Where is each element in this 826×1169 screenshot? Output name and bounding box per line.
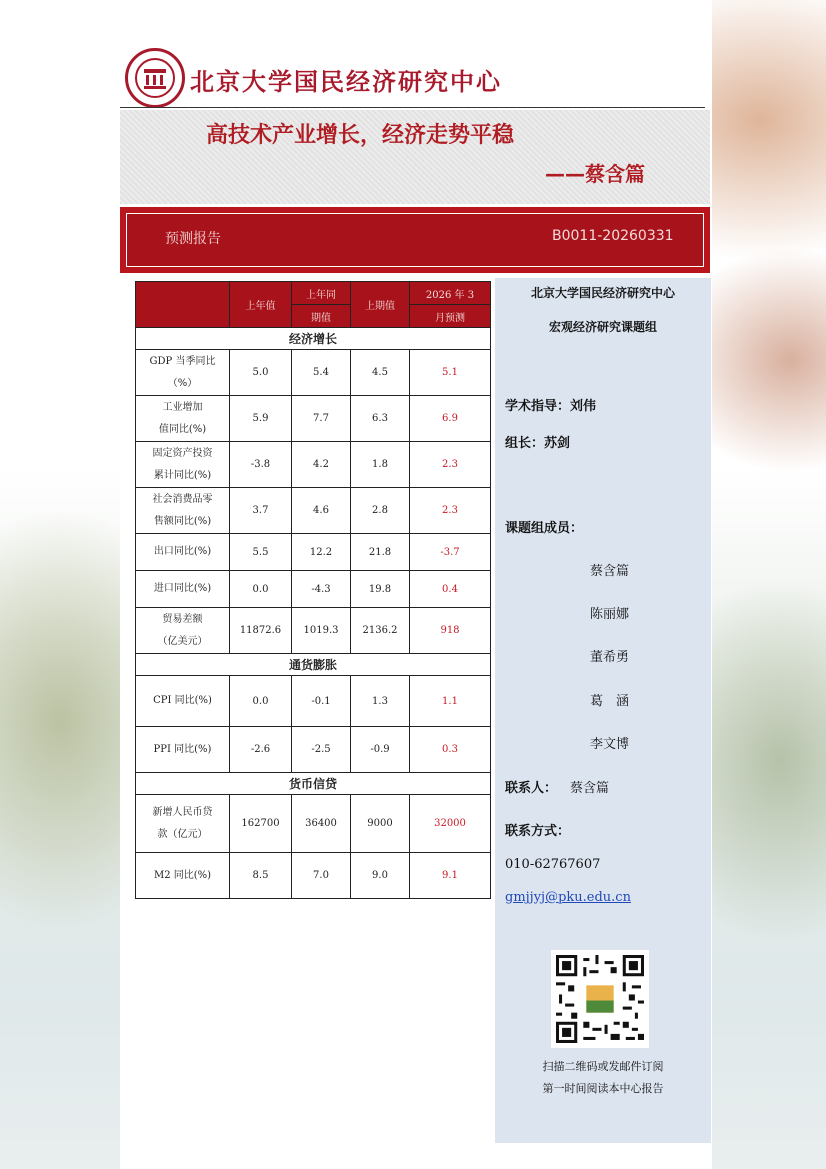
row-label <box>136 676 230 727</box>
contact-email-link[interactable]: gmjjyj@pku.edu.cn <box>505 890 631 905</box>
table-body <box>136 328 491 899</box>
same-period-value: 36400 <box>292 795 351 853</box>
section-header-row <box>136 773 491 795</box>
same-period-value: -4.3 <box>292 571 351 608</box>
row-label-line: 值同比(%) <box>158 423 207 435</box>
table-row <box>136 488 491 534</box>
last-period-value: 6.3 <box>351 396 410 442</box>
row-label-line: （%） <box>167 377 198 389</box>
report-type: 预测报告 <box>165 231 221 247</box>
last-period-value: 9.0 <box>351 853 410 899</box>
forecast-value: 2.3 <box>410 442 491 488</box>
same-period-value: 4.6 <box>292 488 351 534</box>
row-label-line: M2 同比(%) <box>153 869 212 881</box>
member-name: 董希勇 <box>590 650 630 665</box>
col-forecast-a: 2026 年 3 <box>410 282 491 305</box>
table-row <box>136 727 491 773</box>
forecast-value: 9.1 <box>410 853 491 899</box>
prev-year-value: 0.0 <box>230 676 292 727</box>
forecast-table <box>135 281 491 899</box>
contact-person-label: 联系人： <box>505 781 558 796</box>
row-label-line: CPI 同比(%) <box>153 695 212 706</box>
contact-method-label: 联系方式： <box>505 824 571 839</box>
last-period-value: 19.8 <box>351 571 410 608</box>
prev-year-value: 5.9 <box>230 396 292 442</box>
row-label-line: GDP 当季同比 <box>149 355 216 367</box>
row-label-line: 固定资产投资 <box>152 447 213 459</box>
last-period-value: 2.8 <box>351 488 410 534</box>
forecast-value: 6.9 <box>410 396 491 442</box>
row-label <box>136 608 230 654</box>
forecast-value: 0.4 <box>410 571 491 608</box>
report-title: 高技术产业增长，经济走势平稳 <box>205 123 514 148</box>
row-label <box>136 795 230 853</box>
member-name: 李文博 <box>590 737 630 752</box>
sidebar-org: 北京大学国民经济研究中心 <box>530 286 675 300</box>
row-label-line: 售额同比(%) <box>153 515 212 527</box>
member-name: 葛 涵 <box>590 694 630 709</box>
academic-advisor: 学术指导：刘伟 <box>505 399 597 414</box>
same-period-value: -0.1 <box>292 676 351 727</box>
row-label-line: 社会消费品零 <box>152 493 213 505</box>
forecast-value: 918 <box>410 608 491 654</box>
table-row <box>136 442 491 488</box>
row-label-line: （亿美元） <box>157 635 208 647</box>
last-period-value: 2136.2 <box>351 608 410 654</box>
forecast-value: 32000 <box>410 795 491 853</box>
table-row <box>136 608 491 654</box>
row-label <box>136 534 230 571</box>
forecast-value: 5.1 <box>410 350 491 396</box>
same-period-value: 7.0 <box>292 853 351 899</box>
section-title: 通货膨胀 <box>136 654 491 676</box>
prev-year-value: 5.5 <box>230 534 292 571</box>
same-period-value: 7.7 <box>292 396 351 442</box>
qr-code[interactable] <box>551 950 649 1048</box>
col-last-period: 上期值 <box>351 282 410 328</box>
row-label <box>136 571 230 608</box>
prev-year-value: 0.0 <box>230 571 292 608</box>
group-leader: 组长：苏剑 <box>505 436 571 451</box>
table-row <box>136 676 491 727</box>
col-same-period-a: 上年同 <box>292 282 351 305</box>
last-period-value: 21.8 <box>351 534 410 571</box>
last-period-value: 9000 <box>351 795 410 853</box>
row-label <box>136 853 230 899</box>
row-label <box>136 488 230 534</box>
same-period-value: 5.4 <box>292 350 351 396</box>
prev-year-value: -3.8 <box>230 442 292 488</box>
last-period-value: 4.5 <box>351 350 410 396</box>
forecast-value: -3.7 <box>410 534 491 571</box>
same-period-value: -2.5 <box>292 727 351 773</box>
report-code: B0011-20260331 <box>552 228 674 244</box>
prev-year-value: -2.6 <box>230 727 292 773</box>
row-label-line: 出口同比(%) <box>153 546 212 557</box>
table-row <box>136 795 491 853</box>
row-label-line: PPI 同比(%) <box>153 743 212 755</box>
row-label-line: 累计同比(%) <box>153 469 212 481</box>
members-label: 课题组成员： <box>505 521 584 536</box>
row-label <box>136 442 230 488</box>
row-label-line: 新增人民币贷 <box>152 806 213 818</box>
prev-year-value: 8.5 <box>230 853 292 899</box>
qr-caption-read: 第一时间阅读本中心报告 <box>542 1082 664 1095</box>
col-same-period-b: 期值 <box>292 305 351 328</box>
forecast-value: 2.3 <box>410 488 491 534</box>
section-header-row <box>136 328 491 350</box>
last-period-value: 1.8 <box>351 442 410 488</box>
table-row <box>136 534 491 571</box>
header-divider <box>120 107 705 108</box>
qr-caption-subscribe: 扫描二维码或发邮件订阅 <box>542 1060 664 1073</box>
row-label <box>136 350 230 396</box>
col-forecast-b: 月预测 <box>410 305 491 328</box>
row-label-line: 工业增加 <box>162 401 203 413</box>
table-row <box>136 571 491 608</box>
prev-year-value: 3.7 <box>230 488 292 534</box>
same-period-value: 12.2 <box>292 534 351 571</box>
org-name-logotype: 北京大学国民经济研究中心 <box>190 67 502 96</box>
forecast-value: 1.1 <box>410 676 491 727</box>
report-author: ——蔡含篇 <box>545 162 645 186</box>
qr-code-icon <box>556 955 644 1043</box>
table-row <box>136 396 491 442</box>
row-label-line: 款（亿元） <box>157 828 208 840</box>
row-label-line: 进口同比(%) <box>153 583 212 594</box>
university-seal-logo <box>125 48 185 108</box>
same-period-value: 4.2 <box>292 442 351 488</box>
contact-phone: 010-62767607 <box>505 857 601 872</box>
row-label <box>136 727 230 773</box>
last-period-value: -0.9 <box>351 727 410 773</box>
same-period-value: 1019.3 <box>292 608 351 654</box>
section-header-row <box>136 654 491 676</box>
table-row <box>136 853 491 899</box>
header-empty-cell <box>136 282 230 328</box>
row-label-line: 贸易差额 <box>162 613 203 625</box>
member-name: 陈丽娜 <box>590 607 630 622</box>
prev-year-value: 11872.6 <box>230 608 292 654</box>
table-row <box>136 350 491 396</box>
prev-year-value: 162700 <box>230 795 292 853</box>
row-label <box>136 396 230 442</box>
sidebar-group: 宏观经济研究课题组 <box>548 320 657 334</box>
last-period-value: 1.3 <box>351 676 410 727</box>
section-title: 货币信贷 <box>136 773 491 795</box>
member-name: 蔡含篇 <box>590 564 630 579</box>
forecast-value: 0.3 <box>410 727 491 773</box>
prev-year-value: 5.0 <box>230 350 292 396</box>
contact-person: 蔡含篇 <box>570 781 610 796</box>
seal-emblem-icon <box>140 63 170 93</box>
section-title: 经济增长 <box>136 328 491 350</box>
col-prev-year: 上年值 <box>230 282 292 328</box>
